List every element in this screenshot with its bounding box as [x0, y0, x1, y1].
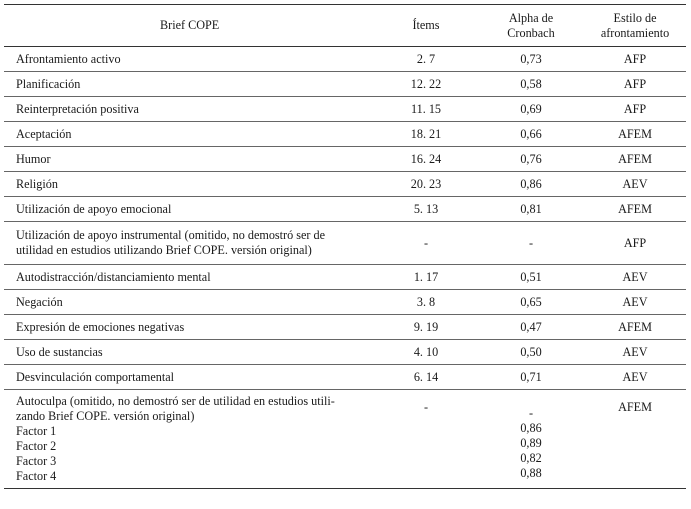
- header-row: [4, 5, 686, 47]
- items-cell: 16. 24: [374, 147, 478, 172]
- items-cell: 20. 23: [374, 172, 478, 197]
- items-cell: 9. 19: [374, 315, 478, 340]
- items-cell: 18. 21: [374, 122, 478, 147]
- items-cell: 12. 22: [374, 72, 478, 97]
- scale-cell: Utilización de apoyo emocional: [4, 197, 374, 222]
- factor-label: Factor 2: [16, 439, 57, 453]
- items-cell: 2. 7: [374, 47, 478, 72]
- table-row: [4, 122, 686, 147]
- header-style-line2: afrontamiento: [600, 25, 670, 40]
- header-alpha-line1: Alpha de: [508, 10, 554, 25]
- items-cell: 3. 8: [374, 290, 478, 315]
- scale-cell: Autodistracción/distanciamiento mental: [4, 265, 374, 290]
- style-cell: AFEM: [584, 122, 686, 147]
- scale-cell: [4, 222, 374, 265]
- header-alpha-line2: Cronbach: [507, 25, 555, 40]
- style-value: AFEM: [618, 400, 652, 414]
- scale-cell-line2: utilidad en estudios utilizando Brief COPE. versión original): [16, 243, 312, 257]
- style-cell: AFEM: [584, 315, 686, 340]
- header-scale: Brief COPE: [4, 5, 374, 47]
- alpha-cell: -: [478, 222, 584, 265]
- table-row: [4, 197, 686, 222]
- table-row: [4, 315, 686, 340]
- factor-alpha: 0,89: [520, 436, 542, 450]
- alpha-cell: 0,71: [478, 365, 584, 390]
- scale-cell: Uso de sustancias: [4, 340, 374, 365]
- alpha-value: -: [528, 406, 534, 420]
- table-row: [4, 222, 686, 265]
- table-row: [4, 340, 686, 365]
- table-row: [4, 72, 686, 97]
- scale-cell: Afrontamiento activo: [4, 47, 374, 72]
- style-cell: AFP: [584, 47, 686, 72]
- table-row: [4, 147, 686, 172]
- scale-cell: Expresión de emociones negativas: [4, 315, 374, 340]
- style-cell: [584, 390, 686, 489]
- alpha-cell: 0,65: [478, 290, 584, 315]
- table-row-autoculpa: [4, 390, 686, 489]
- scale-cell-line1: Utilización de apoyo instrumental (omitido, no demostró ser de: [16, 228, 326, 242]
- factor-label: Factor 1: [16, 424, 57, 438]
- items-value: -: [423, 400, 429, 414]
- header-items: Ítems: [374, 5, 478, 47]
- items-cell: 4. 10: [374, 340, 478, 365]
- scale-cell: Planificación: [4, 72, 374, 97]
- factor-alpha: 0,88: [520, 466, 542, 480]
- header-style-line1: Estilo de: [613, 10, 657, 25]
- alpha-cell: 0,76: [478, 147, 584, 172]
- style-cell: AFP: [584, 222, 686, 265]
- scale-cell-line2: zando Brief COPE. versión original): [16, 409, 195, 423]
- items-cell: 5. 13: [374, 197, 478, 222]
- items-cell: 6. 14: [374, 365, 478, 390]
- style-cell: AEV: [584, 265, 686, 290]
- scale-cell: Aceptación: [4, 122, 374, 147]
- style-cell: AFP: [584, 72, 686, 97]
- style-cell: AFEM: [584, 197, 686, 222]
- style-cell: AFP: [584, 97, 686, 122]
- header-style: [584, 5, 686, 47]
- alpha-cell: 0,47: [478, 315, 584, 340]
- items-cell: 1. 17: [374, 265, 478, 290]
- alpha-cell: 0,66: [478, 122, 584, 147]
- factor-alpha: 0,86: [520, 421, 542, 435]
- table-row: [4, 47, 686, 72]
- alpha-cell: 0,51: [478, 265, 584, 290]
- alpha-cell: 0,86: [478, 172, 584, 197]
- alpha-cell: 0,69: [478, 97, 584, 122]
- items-cell: -: [374, 222, 478, 265]
- style-cell: AEV: [584, 172, 686, 197]
- scale-cell: Humor: [4, 147, 374, 172]
- alpha-cell: 0,58: [478, 72, 584, 97]
- header-alpha: [478, 5, 584, 47]
- factor-alpha: 0,82: [520, 451, 542, 465]
- alpha-cell: 0,73: [478, 47, 584, 72]
- style-cell: AFEM: [584, 147, 686, 172]
- scale-cell-line1: Autoculpa (omitido, no demostró ser de utilidad en estudios utili-: [16, 394, 335, 408]
- brief-cope-table: [4, 4, 686, 489]
- table-row: [4, 97, 686, 122]
- scale-cell: Religión: [4, 172, 374, 197]
- factor-label: Factor 4: [16, 469, 57, 483]
- table-row: [4, 290, 686, 315]
- scale-cell: Reinterpretación positiva: [4, 97, 374, 122]
- scale-cell: [4, 390, 374, 489]
- table-row: [4, 365, 686, 390]
- scale-cell: Negación: [4, 290, 374, 315]
- factor-label: Factor 3: [16, 454, 57, 468]
- alpha-cell: 0,81: [478, 197, 584, 222]
- items-cell: [374, 390, 478, 489]
- table-row: [4, 172, 686, 197]
- items-cell: 11. 15: [374, 97, 478, 122]
- style-cell: AEV: [584, 290, 686, 315]
- alpha-cell: 0,50: [478, 340, 584, 365]
- style-cell: AEV: [584, 340, 686, 365]
- table-row: [4, 265, 686, 290]
- style-cell: AEV: [584, 365, 686, 390]
- scale-cell: Desvinculación comportamental: [4, 365, 374, 390]
- alpha-cell: [478, 390, 584, 489]
